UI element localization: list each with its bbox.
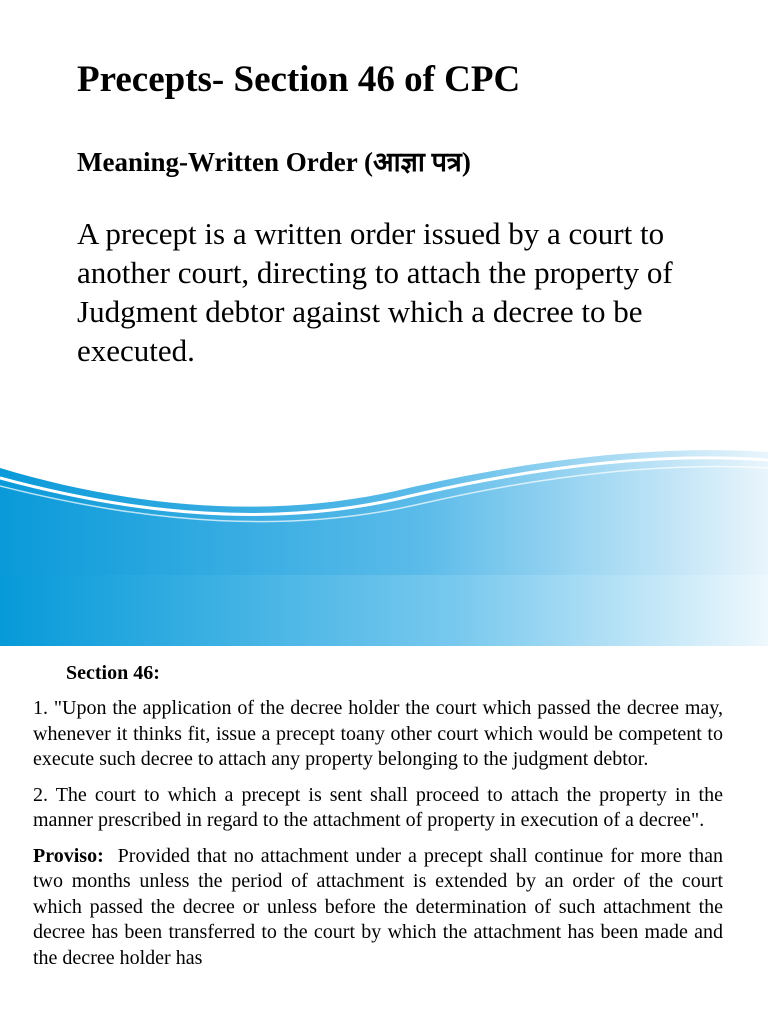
paragraph-2: 2. The court to which a precept is sent shall proceed to attach the property in the manner prescribed in regard to the attachment of property in execution of a decree". xyxy=(33,783,723,831)
section-heading: Section 46: xyxy=(66,662,160,684)
proviso-label: Proviso: xyxy=(33,844,104,867)
document-text xyxy=(33,660,723,981)
proviso-text: Provided that no attachment under a precept shall continue for more than two months unless the period of attachment is extended by an order of the court which passed the decree or unless before the determination of such attachment the decree has been transferred to the court by which the attachment has been made and the decree holder has xyxy=(33,844,723,969)
slide-subtitle: Meaning-Written Order (आज्ञा पत्र) xyxy=(77,147,471,177)
decorative-wave xyxy=(0,430,768,646)
proviso-paragraph xyxy=(33,844,723,972)
slide-title: Precepts- Section 46 of CPC xyxy=(77,59,521,100)
paragraph-1: 1. "Upon the application of the decree holder the court which passed the decree may, whenever it thinks fit, issue a precept toany other court which would be competent to execute such decree to attach any property belonging to the judgment debtor. xyxy=(33,697,723,770)
slide-body-text: A precept is a written order issued by a court to another court, directing to attach the property of Judgment debtor against which a decree to be executed. xyxy=(77,216,673,368)
